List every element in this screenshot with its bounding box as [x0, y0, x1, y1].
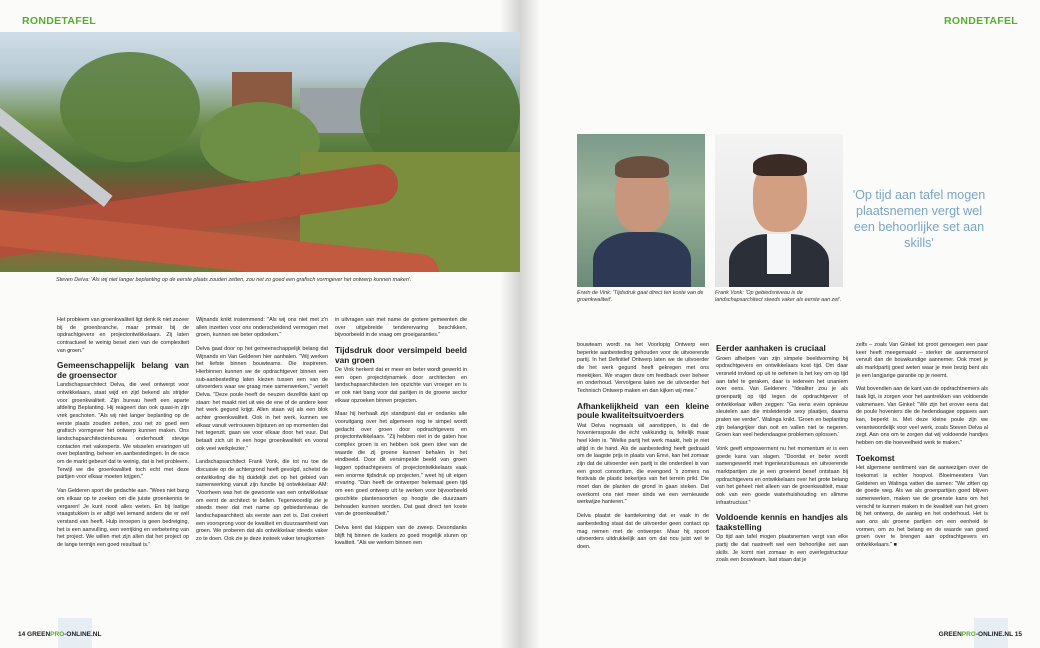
paragraph: Delva plaatst de kanttekening dat er vaak in de aanbesteding staat dat de uitvoerder geen contact op mag nemen met de ontwerper. Maar hij spoort uitvoerders uitdrukkelijk aan om dat nou juist wel te doen.	[577, 513, 709, 550]
subheading: Toekomst	[856, 452, 895, 463]
portrait-caption: Frank Vonk: 'Op gebiedsniveau is de landschapsarchitect steeds vaker als eerste aan zet'.	[715, 290, 842, 304]
subheading: Afhankelijkheid van een kleine poule kwaliteitsuitvoerders	[577, 400, 709, 421]
column-3	[335, 317, 467, 605]
paragraph: Wat bovendien aan de kant van de opdrachtnemers als taak ligt, is zorgen voor het aantrekken van voldoende vakmensen. Van Ginkel: "We zijn het erover eens dat de poule hoveniers die de hedendaagse opgaves aan kan, beperkt is. Met deze kleine poule zijn we verantwoordelijk voor veel werk, zoals Steven Delva al zegt. Aan ons om te zorgen dat wij voldoende handjes hebben om die hoeveelheid werk te maken."	[856, 386, 988, 447]
paragraph: Vonk geeft empowerment nu het momentum er is een goede kans van slagen. "Doordat er beter wordt samengewerkt met ingenieursbureaus en uitvoerende marktpartijen zie je een groeiend besef ontstaan bij opdrachtgevers en ontwikkelaars over het grote belang van het geheel: niet alleen van de groenkwaliteit, maar ook van een goede waterhuishouding en slimme infrastructuur."	[716, 445, 848, 506]
portrait-frank-vonk	[715, 134, 843, 287]
column-5	[716, 342, 848, 604]
site-name: GREENPRO-ONLINE.NL	[27, 631, 102, 638]
section-label: RONDETAFEL	[944, 15, 1018, 27]
page-footer-left	[18, 631, 101, 638]
section-label: RONDETAFEL	[22, 15, 96, 27]
paragraph: Delva gaat door op het gemeenschappelijk belang dat Wijnands en Van Gelderen hier aanhalen. "Wij werken het liefste binnen bouwteams. Die inspireren. Hierbinnen kunnen we de opdrachtgever binnen een sub-aanbesteding laten kiezen tussen een van de uitvoerders waar we graag mee samenwerken," vertelt Delva. "Deze poule heeft de neuzen dezelfde kant op staan: het maakt niet uit wie de ene of de andere keer het werk gegund krijgt. Allen staan wij als een blok achter groenkwaliteit. Ook in het werk, kunnen we elkaar vanuit vertrouwen bijsturen en op momenten dat het tegenzit, gaan we voor elkaar door het vuur. Dat betaalt zich uit in een hoge groenkwaliteit en vooral ook veel werkplezier."	[196, 346, 328, 452]
paragraph: Maar hij herhaalt zijn standpunt dat er ondanks alle vooruitgang over het algemeen nog te simpel wordt gedacht over groen door opdrachtgevers en projectontwikkelaars. "Zij hebben niet in de gaten hoe complex groen is en hebben ook geen idee van de waarde die zij groene kunnen behalen in het eindbeeld. Door dit versimpelde beeld van groen leggen opdrachtgevers of projectontwikkelaars vaak een enorme tijdsdruk op projecten," weet hij uit eigen ervaring. "Dan heeft de ontwerper helemaal geen tijd om een goed ontwerp uit te werken voor bijvoorbeeld geschikte plantensoorten op hoogte die duurzaam behoaden kunnen worden. Dat gaat direct ten koste van de groenkwaliteit."	[335, 411, 467, 518]
paragraph: Op tijd aan tafel mogen plaatsnemen vergt van elke partij die dat nastreeft wel een behoorlijke set aan skills. Je komt niet zomaar in een overlegstructuur zoals een bouwteam, laat staan dat je	[716, 534, 848, 564]
paragraph: bouwteam wordt na het Voorlopig Ontwerp een beperkte aanbesteding gehouden voor de uitvoerende partij. In het Definitief Ontwerp laten we de uitvoerder die het werk gegund heeft gekregen met ons meekijken. We vragen deze om feedback over beheer en onderhoud. Vervolgens laten we de uitvoerder het Technisch Ontwerp maken en dan kijken wij mee."	[577, 342, 709, 395]
paragraph: zelfs – zoals Van Ginkel tot groot genoegen een paar keer heeft meegemaakt – sterker de aannemersrol vervult dan de bouwkundige aannemer. Ook moet je als marktpartij goed weten waar je mee bezig bent als je een langjarige garantie op je neemt.	[856, 342, 988, 379]
paragraph: Delva kent dat klappen van de zweep. Desondanks blijft hij binnen de kaders zo goed mogelijk sturen op kwaliteit. "Als we werken binnen een	[335, 524, 467, 547]
paragraph: Wat Delva nogmaals wil aanstippen, is dat de hoveniersspoule die écht vakkundig is, feitelijk maar heel klein is. "Welke partij het werk maakt, heb je niet altijd in de hand. Als de aanbesteding heeft gedraaid om de laagste prijs in plaats van Emvi, kan het zomaar zijn dat de uitvoerder een partij is die onderdeel is van een groot consortium, die evengoed 's zomers na festivals de plastic bekertjes van het terrein prikt. Die moet dan de planten de grond in gaan steken. Dat overkomt ons niet meer sinds we een vernieuwde werkwijze hanteren."	[577, 422, 709, 506]
paragraph: Landschapsarchitect Frank Vonk, die tot nu toe de discussie op de achtergrond heeft gevolgd, schetst de ontwikkeling die hij duidelijk ziet op het gebied van samenwerking vanuit zijn functie bij ontwikkelaar AM: "Voorheen was het de gewoonte van een ontwikkelaar om eerst de architect te bellen. Tegenwoordig zie je steeds meer dat met name op gebiedsniveau de landschapsarchitect als eerste aan zet is. Dat creëert een voorsprong voor de kwaliteit en duurzaamheid van groen. We proberen dat als ontwikkelaar steeds vaker zo te doen. Ook zie je deze insteek vaker terugkomen	[196, 459, 328, 543]
portrait-erwin-de-vink	[577, 134, 705, 287]
paragraph: Van Gelderen sport die gedachte aan. "Wees niet bang om elkaar op te zoeken om die juiste groenkennis te vergaren! Je kunt nooit alles weten. En bij lastige vraagstukken is er altijd wel iemand anders die er wél verstand van heeft. Hulp inroepen is geen bedreiging, het is een aanvulling, een verrijking en verbetering van het project. We willen met zijn allen dat het project op de lange termijn een goed resultaat is."	[57, 488, 189, 548]
column-4	[577, 342, 709, 604]
subheading: Eerder aanhaken is cruciaal	[716, 343, 826, 353]
site-name: GREENPRO-ONLINE.NL	[938, 631, 1013, 638]
page-number: 14	[18, 631, 26, 638]
portrait-caption: Erwin de Vink: 'Tijdsdruk gaat direct ten koste van de groenkwaliteit'.	[577, 290, 704, 304]
column-6	[856, 342, 988, 604]
page-footer-right	[939, 631, 1022, 638]
column-1	[57, 317, 189, 605]
paragraph: Landschapsarchitect Delva, die veel ontwerpt voor ontwikkelaars, staat wijd en zijd bekend als strijder voor groenkwaliteit. Zijn bureau heeft een aparte afdeling Beplanting. Hij reageert dan ook quasi-in zijn vrek geschoten. "Als wij niet langer beplanting op de eerste plaats zouden zetten, zou net zo goed een grafisch vormgever het ontwerp kunnen maken. Ons landschapsarchitectenbureau onderhoudt stevige contacten met vakexperts. We wisselen ervaringen uit over beplanting, beheer en aanbestedingen. In de race om de markt gebeurt dat te weinig, dat is het probleem. Terwijl we die groenkwaliteit toch echt met deze partijen voor elkaar moeten krijgen."	[57, 382, 189, 481]
paragraph: Wijnands knikt instemmend: "Als wij ons niet met z'n allen inzetten voor ons onderscheidend vermogen met groen, kunnen we beter opdoeken."	[196, 317, 328, 339]
subheading: Tijdsdruk door versimpeld beeld van groen	[335, 345, 467, 365]
pull-quote: 'Op tijd aan tafel mogen plaatsnemen vergt wel een behoorlijke set aan skills'	[852, 188, 986, 250]
paragraph: De Vink herkent dat er meer en beter wordt gewerkt in een open projectdynamiek door architecten en landschapsarchitecten ten opzichte van vroeger en is er ook niet bang voor dat partijen in de groene sector elkaar opzoeken binnen projecten.	[335, 367, 467, 404]
park-photo	[0, 32, 520, 272]
paragraph: in uitvragen van met name de grotere gemeenten die over uitgebreide tenderervaring beschikken, bijvoorbeeld in de vraag om groeigaranties."	[335, 317, 467, 339]
column-2	[196, 317, 328, 605]
paragraph: Het algemene sentiment van de aanwezigen over de toekomst is echter hoopvol. Bloeimeesters Van Gelderen en Walinga vatten die samen: "We zitten op de goede weg. Als we als groenpartijen goed blijven samenwerken, maken we de groenste kans om het verschil te kunnen maken in de kwaliteit van het groen bij het ontwerp, de aanleg en het onderhoud. Het is aan ons als groene partijen om een eenheid te vormen, om zo het belang en de waarde van goed groen over te brengen aan opdrachtgevers en ontwikkelaars." ■	[856, 465, 988, 548]
photo-caption: Steven Delva: 'Als wij niet langer beplanting op de eerste plaats zouden zetten, zou net zo goed een grafisch vormgever het ontwerp kunnen maken'.	[56, 277, 412, 283]
page-number: 15	[1014, 631, 1022, 638]
paragraph: Het probleem van groenkwaliteit ligt denk ik niet zozeer bij de groenbranche, maar primair bij de opdrachtgevers en projectontwikkelaars. Zij laten contractueel te weinig beset zien van de complexiteit van groen."	[57, 317, 189, 354]
subheading: Voldoende kennis en handjes als taakstelling	[716, 512, 848, 532]
paragraph: Groen afhelpen van zijn simpele beeldvorming bij opdrachtgevers en ontwikkelaars kost tijd. Om daar versneld invloed op uit te oefenen is het key om op tijd aan tafel te geraken, daar is iedereen het unaniem over eens. Van Gelderen: "Idealiter zou je als groenpartij op tijd tegen de opdrachtgever of ontwikkelaar willen zeggen: "Ga eens even opnieuw sleutelen aan die misleidende sexy plaatjes, daarna praten we verder". Walinga knikt. 'Groen en beplanting zijn belangrijker dan ooit en vallen niet te negeren. Groen kan veel hedendaagse problemen oplossen.'	[716, 355, 848, 439]
subheading: Gemeenschappelijk belang van de groensector	[57, 360, 189, 380]
